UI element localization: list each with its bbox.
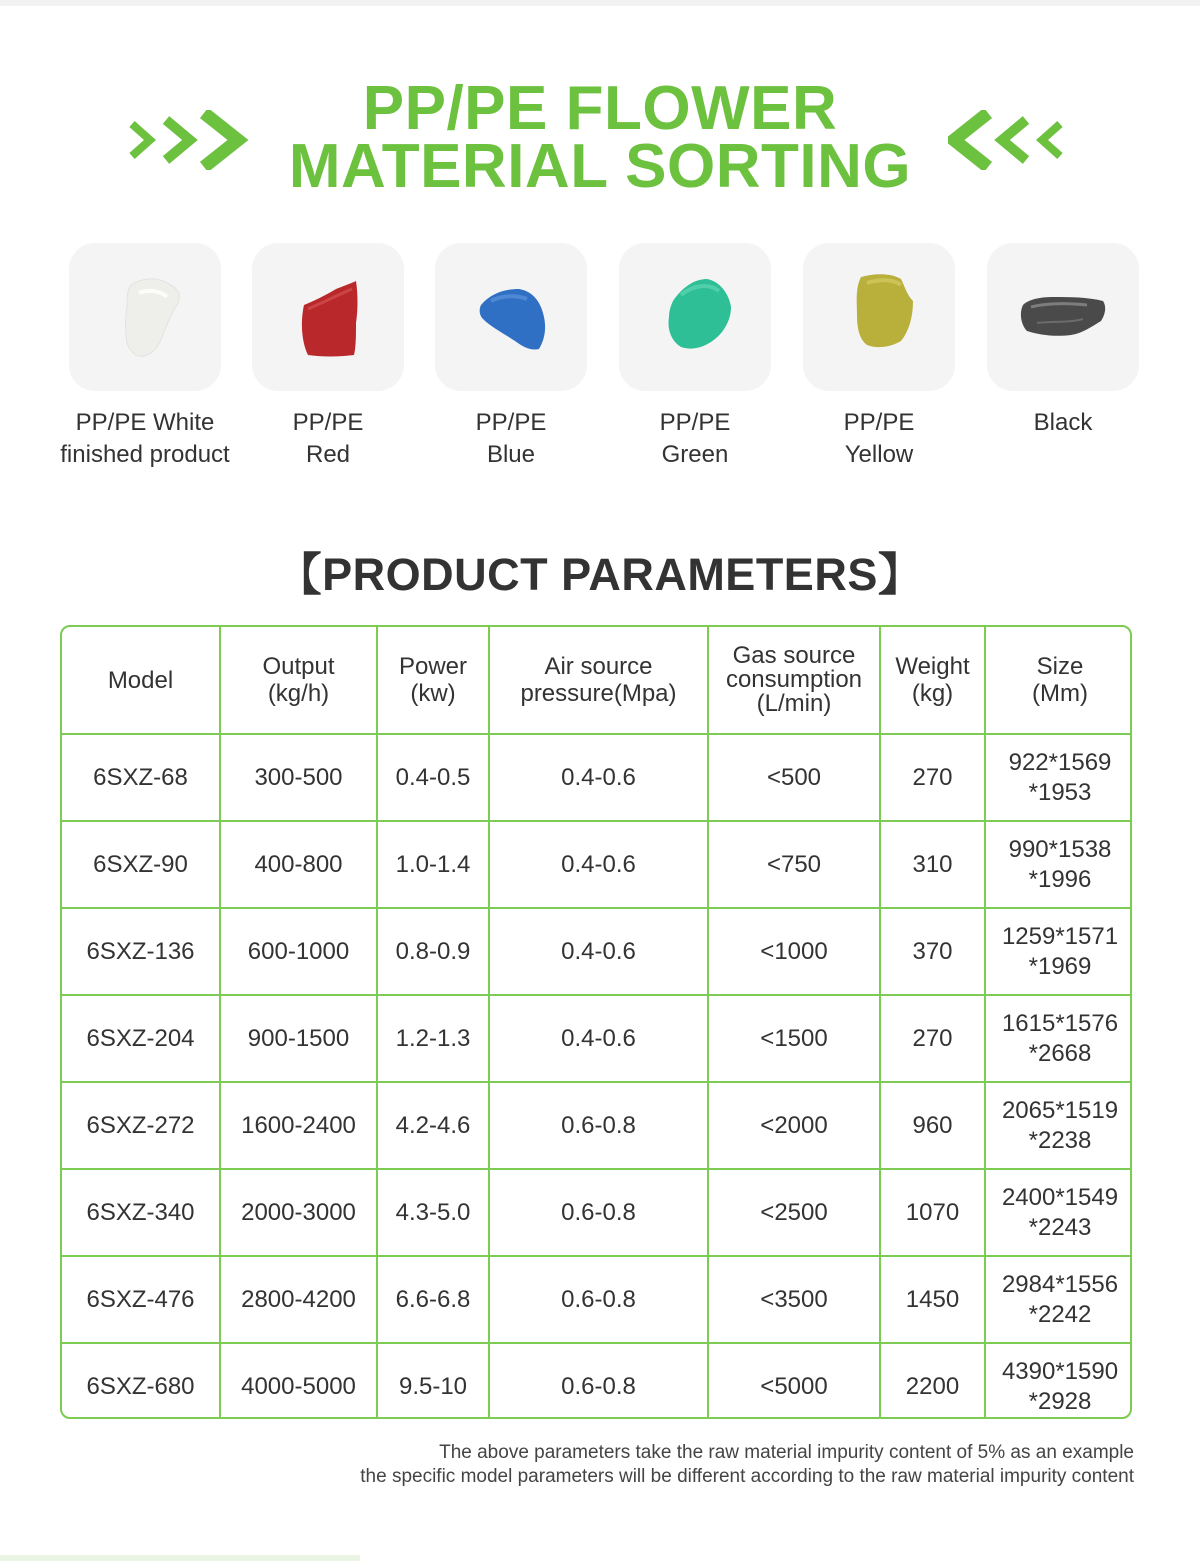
sample-label: PP/PE Red (292, 409, 364, 468)
table-cell-weight: 960 (880, 1082, 985, 1169)
table-cell-air: 0.6-0.8 (489, 1082, 708, 1169)
sample-thumbnail (987, 243, 1139, 391)
table-cell-size: 2065*1519 *2238 (985, 1082, 1132, 1169)
table-cell-weight: 2200 (880, 1343, 985, 1419)
table-cell-power: 0.8-0.9 (377, 908, 489, 995)
parameters-table (60, 625, 1132, 1419)
table-cell-size: 990*1538 *1996 (985, 821, 1132, 908)
table-cell-size: 1259*1571 *1969 (985, 908, 1132, 995)
table-cell-size: 2400*1549 *2243 (985, 1169, 1132, 1256)
table-cell-model: 6SXZ-272 (62, 1082, 220, 1169)
green-flake-icon (619, 243, 771, 391)
column-header: Power (kw) (377, 627, 489, 734)
sample-red (233, 243, 423, 471)
table-cell-gas: <2500 (708, 1169, 880, 1256)
sample-label: PP/PE Green (659, 409, 731, 468)
table-cell-size: 4390*1590 *2928 (985, 1343, 1132, 1419)
table-cell-weight: 310 (880, 821, 985, 908)
table-cell-power: 4.3-5.0 (377, 1169, 489, 1256)
table-cell-size: 922*1569 *1953 (985, 734, 1132, 821)
column-header: Output (kg/h) (220, 627, 377, 734)
sample-white (50, 243, 240, 471)
sample-thumbnail (69, 243, 221, 391)
table-row (62, 1169, 1132, 1256)
table-cell-gas: <5000 (708, 1343, 880, 1419)
material-samples (40, 243, 1160, 483)
page-title (250, 74, 950, 201)
table-cell-air: 0.6-0.8 (489, 1256, 708, 1343)
table-cell-size: 2984*1556 *2242 (985, 1256, 1132, 1343)
table-cell-weight: 1450 (880, 1256, 985, 1343)
parameters-heading: 【PRODUCT PARAMETERS】 (276, 549, 924, 600)
footnote (360, 1441, 1134, 1489)
table-cell-output: 300-500 (220, 734, 377, 821)
sample-green (600, 243, 790, 471)
white-flake-icon (69, 243, 221, 391)
table-cell-gas: <1000 (708, 908, 880, 995)
table-cell-air: 0.4-0.6 (489, 908, 708, 995)
sample-thumbnail (803, 243, 955, 391)
table-cell-air: 0.4-0.6 (489, 995, 708, 1082)
table-row (62, 908, 1132, 995)
sample-label: Black (1033, 409, 1093, 436)
table-cell-output: 2000-3000 (220, 1169, 377, 1256)
sample-label: PP/PE Yellow (843, 409, 915, 468)
sample-thumbnail (435, 243, 587, 391)
table-cell-gas: <750 (708, 821, 880, 908)
table-cell-power: 6.6-6.8 (377, 1256, 489, 1343)
table-cell-power: 1.0-1.4 (377, 821, 489, 908)
table-cell-gas: <1500 (708, 995, 880, 1082)
footnote-line-1: The above parameters take the raw material impurity content of 5% as an example (439, 1442, 1134, 1463)
table-row (62, 1082, 1132, 1169)
bottom-accent (0, 1555, 360, 1561)
table-cell-gas: <2000 (708, 1082, 880, 1169)
column-header: Air source pressure(Mpa) (489, 627, 708, 734)
table-row (62, 734, 1132, 821)
column-header: Gas source consumption (L/min) (708, 627, 880, 734)
table-cell-gas: <3500 (708, 1256, 880, 1343)
table-cell-model: 6SXZ-680 (62, 1343, 220, 1419)
table-cell-air: 0.6-0.8 (489, 1343, 708, 1419)
column-header: Weight (kg) (880, 627, 985, 734)
red-flake-icon (252, 243, 404, 391)
sample-thumbnail (252, 243, 404, 391)
table-cell-model: 6SXZ-204 (62, 995, 220, 1082)
table-cell-weight: 270 (880, 734, 985, 821)
sample-label: PP/PE White finished product (60, 409, 230, 468)
table-cell-weight: 270 (880, 995, 985, 1082)
table-cell-weight: 1070 (880, 1169, 985, 1256)
table-cell-model: 6SXZ-136 (62, 908, 220, 995)
top-divider (0, 0, 1200, 6)
table-cell-model: 6SXZ-476 (62, 1256, 220, 1343)
column-header: Model (62, 627, 220, 734)
table-cell-power: 4.2-4.6 (377, 1082, 489, 1169)
table-cell-model: 6SXZ-340 (62, 1169, 220, 1256)
title-line-1: PP/PE FLOWER (362, 74, 838, 143)
table-cell-size: 1615*1576 *2668 (985, 995, 1132, 1082)
chevrons-right-icon (128, 110, 253, 170)
table-cell-output: 1600-2400 (220, 1082, 377, 1169)
sample-blue (416, 243, 606, 471)
table-row (62, 995, 1132, 1082)
yellow-flake-icon (803, 243, 955, 391)
table-cell-output: 400-800 (220, 821, 377, 908)
sample-yellow (784, 243, 974, 471)
sample-label: PP/PE Blue (475, 409, 547, 468)
table-cell-power: 1.2-1.3 (377, 995, 489, 1082)
footnote-line-2: the specific model parameters will be different according to the raw material impurity content (360, 1466, 1134, 1487)
table-cell-model: 6SXZ-68 (62, 734, 220, 821)
table-cell-air: 0.6-0.8 (489, 1169, 708, 1256)
sample-black (968, 243, 1158, 439)
table-row (62, 821, 1132, 908)
table-cell-power: 0.4-0.5 (377, 734, 489, 821)
table-cell-weight: 370 (880, 908, 985, 995)
table-cell-output: 2800-4200 (220, 1256, 377, 1343)
table-cell-output: 900-1500 (220, 995, 377, 1082)
blue-flake-icon (435, 243, 587, 391)
table-header-row (62, 627, 1132, 734)
table-cell-output: 4000-5000 (220, 1343, 377, 1419)
table-cell-model: 6SXZ-90 (62, 821, 220, 908)
black-flake-icon (987, 243, 1139, 391)
table-row (62, 1343, 1132, 1419)
column-header: Size (Mm) (985, 627, 1132, 734)
title-line-2: MATERIAL SORTING (288, 132, 912, 201)
table-cell-gas: <500 (708, 734, 880, 821)
chevrons-left-icon (948, 110, 1073, 170)
table-cell-air: 0.4-0.6 (489, 821, 708, 908)
table-cell-air: 0.4-0.6 (489, 734, 708, 821)
sample-thumbnail (619, 243, 771, 391)
table-cell-power: 9.5-10 (377, 1343, 489, 1419)
table-cell-output: 600-1000 (220, 908, 377, 995)
table-row (62, 1256, 1132, 1343)
